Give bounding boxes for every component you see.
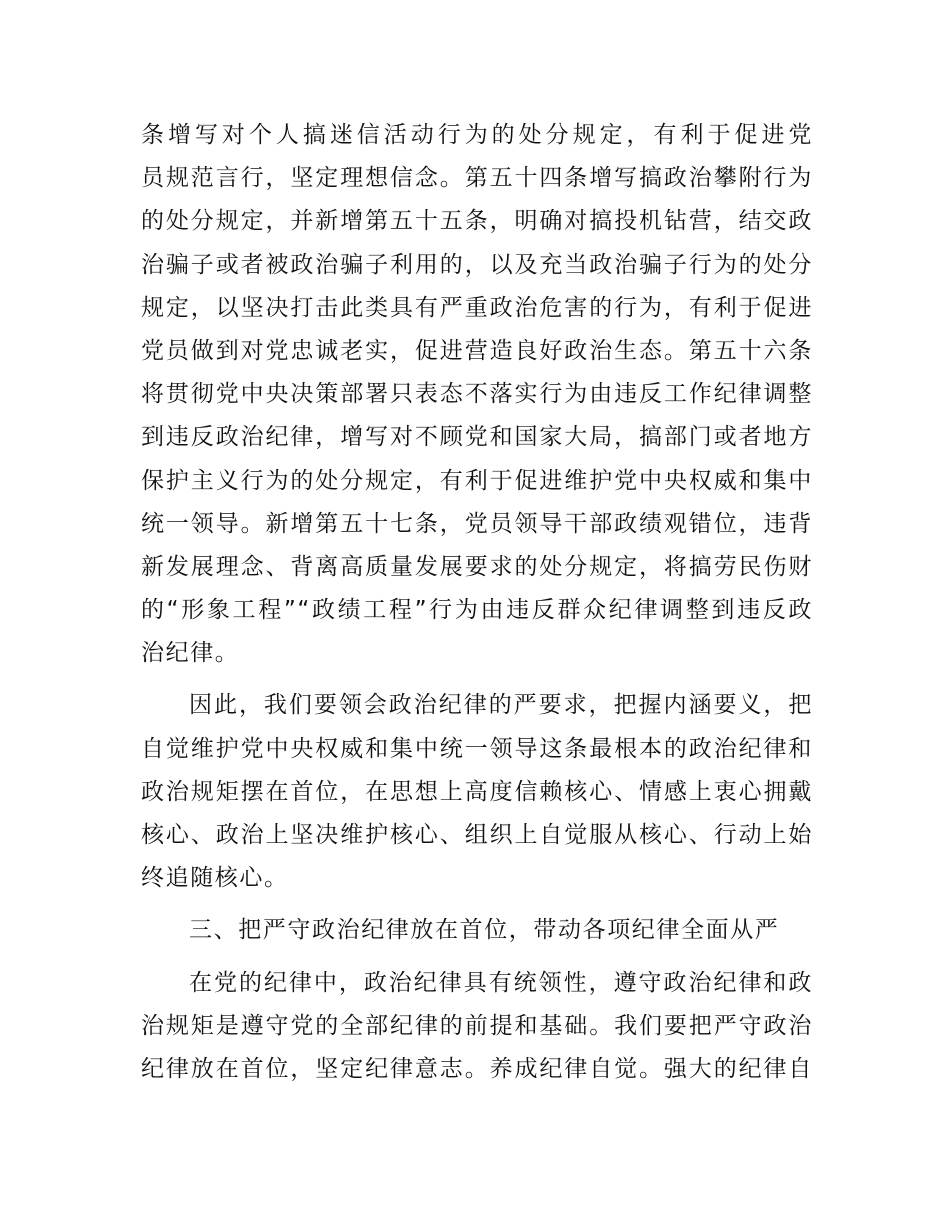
text-line: 新发展理念、背离高质量发展要求的处分规定，将搞劳民伤财 xyxy=(141,553,813,580)
text-line: 核心、政治上坚决维护核心、组织上自觉服从核心、行动上始 xyxy=(141,822,813,848)
text-line: 党员做到对党忠诚老实，促进营造良好政治生态。第五十六条 xyxy=(141,337,813,364)
text-line: 在党的纪律中，政治纪律具有统领性，遵守政治纪律和政 xyxy=(189,969,813,996)
text-line: 治骗子或者被政治骗子利用的，以及充当政治骗子行为的处分 xyxy=(141,251,813,278)
document-body xyxy=(141,114,813,1091)
paragraph-2 xyxy=(141,684,813,900)
text-line: 治纪律。 xyxy=(141,640,240,667)
text-line: 统一领导。新增第五十七条，党员领导干部政绩观错位，违背 xyxy=(141,510,813,537)
paragraph-4 xyxy=(141,962,813,1092)
text-line: 纪律放在首位，坚定纪律意志。养成纪律自觉。强大的纪律自 xyxy=(141,1055,813,1082)
text-line: 条增写对个人搞迷信活动行为的处分规定，有利于促进党 xyxy=(141,122,813,148)
text-line: 政治规矩摆在首位，在思想上高度信赖核心、情感上衷心拥戴 xyxy=(141,778,813,805)
text-line: 因此，我们要领会政治纪律的严要求，把握内涵要义，把 xyxy=(189,692,813,719)
heading-text: 三、把严守政治纪律放在首位，带动各项纪律全面从严 xyxy=(189,917,780,944)
section-heading xyxy=(141,909,813,952)
text-line: 的处分规定，并新增第五十五条，明确对搞投机钻营，结交政 xyxy=(141,208,813,235)
text-line: 治规矩是遵守党的全部纪律的前提和基础。我们要把严守政治 xyxy=(141,1012,813,1039)
text-line: 规定，以坚决打击此类具有严重政治危害的行为，有利于促进 xyxy=(141,294,813,321)
text-line: 到违反政治纪律，增写对不顾党和国家大局，搞部门或者地方 xyxy=(141,424,813,451)
text-line: 的“形象工程”“政绩工程”行为由违反群众纪律调整到违反政 xyxy=(141,597,813,624)
text-line: 员规范言行，坚定理想信念。第五十四条增写搞政治攀附行为 xyxy=(141,165,813,192)
text-line: 将贯彻党中央决策部署只表态不落实行为由违反工作纪律调整 xyxy=(141,381,813,408)
text-line: 终追随核心。 xyxy=(141,865,289,892)
text-line: 自觉维护党中央权威和集中统一领导这条最根本的政治纪律和 xyxy=(141,735,813,762)
text-line: 保护主义行为的处分规定，有利于促进维护党中央权威和集中 xyxy=(141,467,813,494)
paragraph-1 xyxy=(141,114,813,675)
